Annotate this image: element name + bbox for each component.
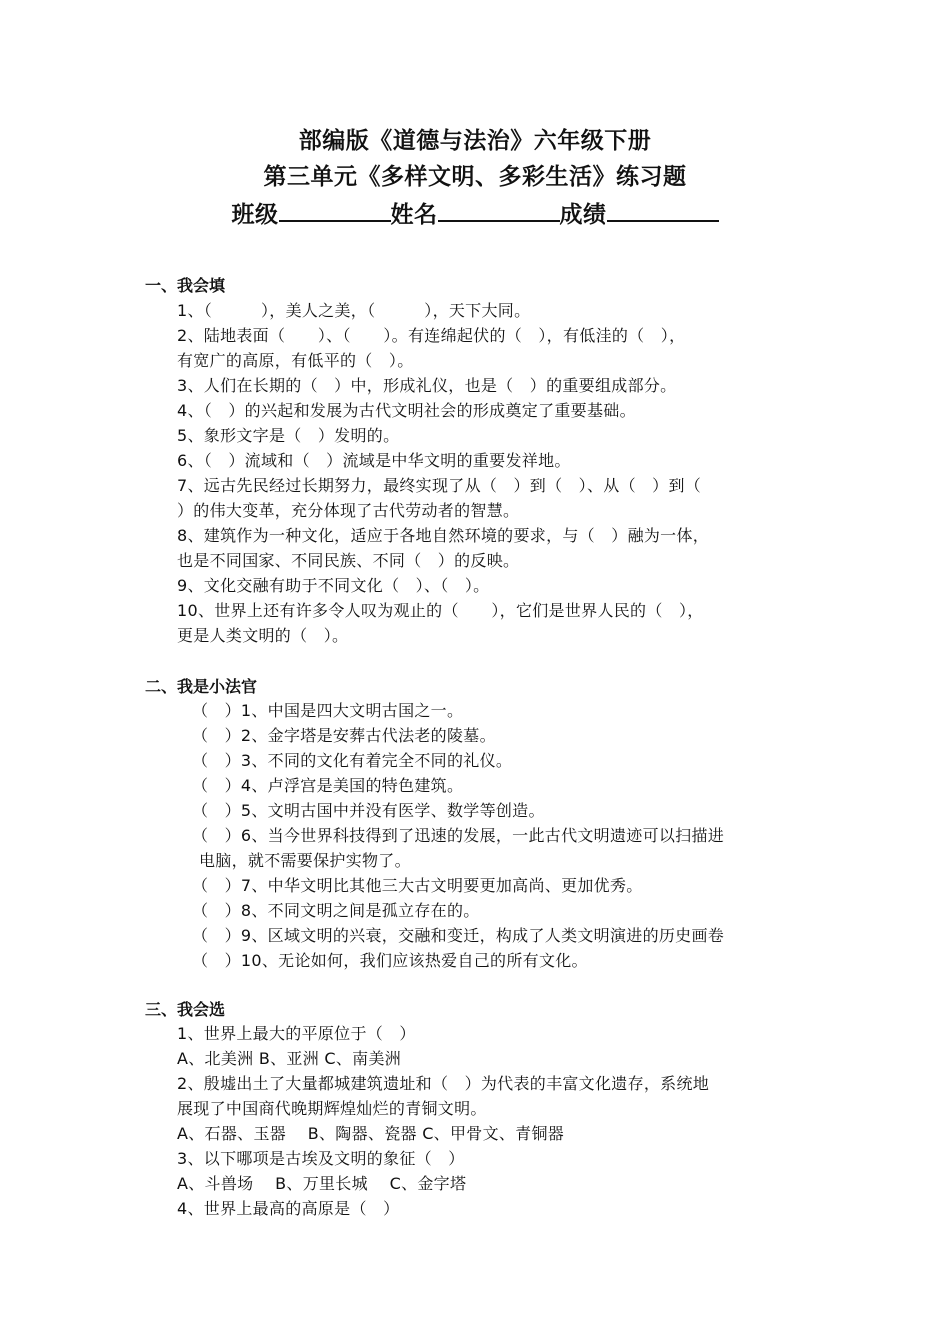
fill-question-line: 4、（ ）的兴起和发展为古代文明社会的形成奠定了重要基础。 xyxy=(177,401,636,420)
judge-question-line: （ ）4、卢浮宫是美国的特色建筑。 xyxy=(192,776,464,795)
name-blank[interactable] xyxy=(438,200,560,222)
judge-question-line: （ ）5、文明古国中并没有医学、数学等创造。 xyxy=(192,801,545,820)
doc-subtitle: 第三单元《多样文明、多彩生活》练习题 xyxy=(263,164,687,190)
choice-options-line: A、斗兽场 B、万里长城 C、金字塔 xyxy=(177,1174,467,1193)
section1-heading: 一、我会填 xyxy=(145,276,226,295)
choice-question-line: 3、以下哪项是古埃及文明的象征（ ） xyxy=(177,1149,465,1168)
judge-question-line: （ ）8、不同文明之间是孤立存在的。 xyxy=(192,901,480,920)
fill-question-line: 2、陆地表面（ ）、（ ）。有连绵起伏的（ ），有低洼的（ ）， xyxy=(177,326,686,345)
student-info-line xyxy=(0,196,950,229)
section2-heading: 二、我是小法官 xyxy=(145,677,258,696)
score-blank[interactable] xyxy=(607,200,719,222)
fill-question-line: 更是人类文明的（ ）。 xyxy=(177,626,349,645)
class-label: 班级 xyxy=(231,202,279,228)
score-label: 成绩 xyxy=(559,202,607,228)
choice-options-line: A、北美洲 B、亚洲 C、南美洲 xyxy=(177,1049,402,1068)
judge-question-line: 电脑，就不需要保护实物了。 xyxy=(199,851,411,870)
section3-heading: 三、我会选 xyxy=(145,1000,226,1019)
fill-question-line: 7、远古先民经过长期努力，最终实现了从（ ）到（ ）、从（ ）到（ xyxy=(177,476,702,495)
fill-question-line: ）的伟大变革，充分体现了古代劳动者的智慧。 xyxy=(177,501,520,520)
choice-question-line: 展现了中国商代晚期辉煌灿烂的青铜文明。 xyxy=(177,1099,487,1118)
choice-question-line: 1、世界上最大的平原位于（ ） xyxy=(177,1024,416,1043)
fill-question-line: 8、建筑作为一种文化，适应于各地自然环境的要求，与（ ）融为一体， xyxy=(177,526,710,545)
judge-question-line: （ ）1、中国是四大文明古国之一。 xyxy=(192,701,464,720)
judge-question-line: （ ）6、当今世界科技得到了迅速的发展，一此古代文明遗迹可以扫描进 xyxy=(192,826,725,845)
choice-options-line: A、石器、玉器 B、陶器、瓷器 C、甲骨文、青铜器 xyxy=(177,1124,565,1143)
fill-question-line: 6、（ ）流域和（ ）流域是中华文明的重要发祥地。 xyxy=(177,451,571,470)
judge-question-line: （ ）3、不同的文化有着完全不同的礼仪。 xyxy=(192,751,513,770)
choice-question-line: 2、殷墟出土了大量都城建筑遗址和（ ）为代表的丰富文化遗存，系统地 xyxy=(177,1074,710,1093)
judge-question-line: （ ）2、金字塔是安葬古代法老的陵墓。 xyxy=(192,726,496,745)
fill-question-line: 也是不同国家、不同民族、不同（ ）的反映。 xyxy=(177,551,520,570)
fill-question-line: 3、人们在长期的（ ）中，形成礼仪，也是（ ）的重要组成部分。 xyxy=(177,376,677,395)
fill-question-line: 9、文化交融有助于不同文化（ ）、（ ）。 xyxy=(177,576,490,595)
judge-question-line: （ ）7、中华文明比其他三大古文明要更加高尚、更加优秀。 xyxy=(192,876,643,895)
judge-question-line: （ ）9、区域文明的兴衰，交融和变迁，构成了人类文明演进的历史画卷 xyxy=(192,926,725,945)
name-label: 姓名 xyxy=(390,202,438,228)
fill-question-line: 1、（ ），美人之美，（ ），天下大同。 xyxy=(177,301,531,320)
fill-question-line: 10、世界上还有许多令人叹为观止的（ ），它们是世界人民的（ ）， xyxy=(177,601,704,620)
fill-question-line: 有宽广的高原，有低平的（ ）。 xyxy=(177,351,414,370)
class-blank[interactable] xyxy=(279,200,391,222)
choice-question-line: 4、世界上最高的高原是（ ） xyxy=(177,1199,400,1218)
doc-title: 部编版《道德与法治》六年级下册 xyxy=(298,128,652,154)
judge-question-line: （ ）10、无论如何，我们应该热爱自己的所有文化。 xyxy=(192,951,588,970)
fill-question-line: 5、象形文字是（ ）发明的。 xyxy=(177,426,400,445)
